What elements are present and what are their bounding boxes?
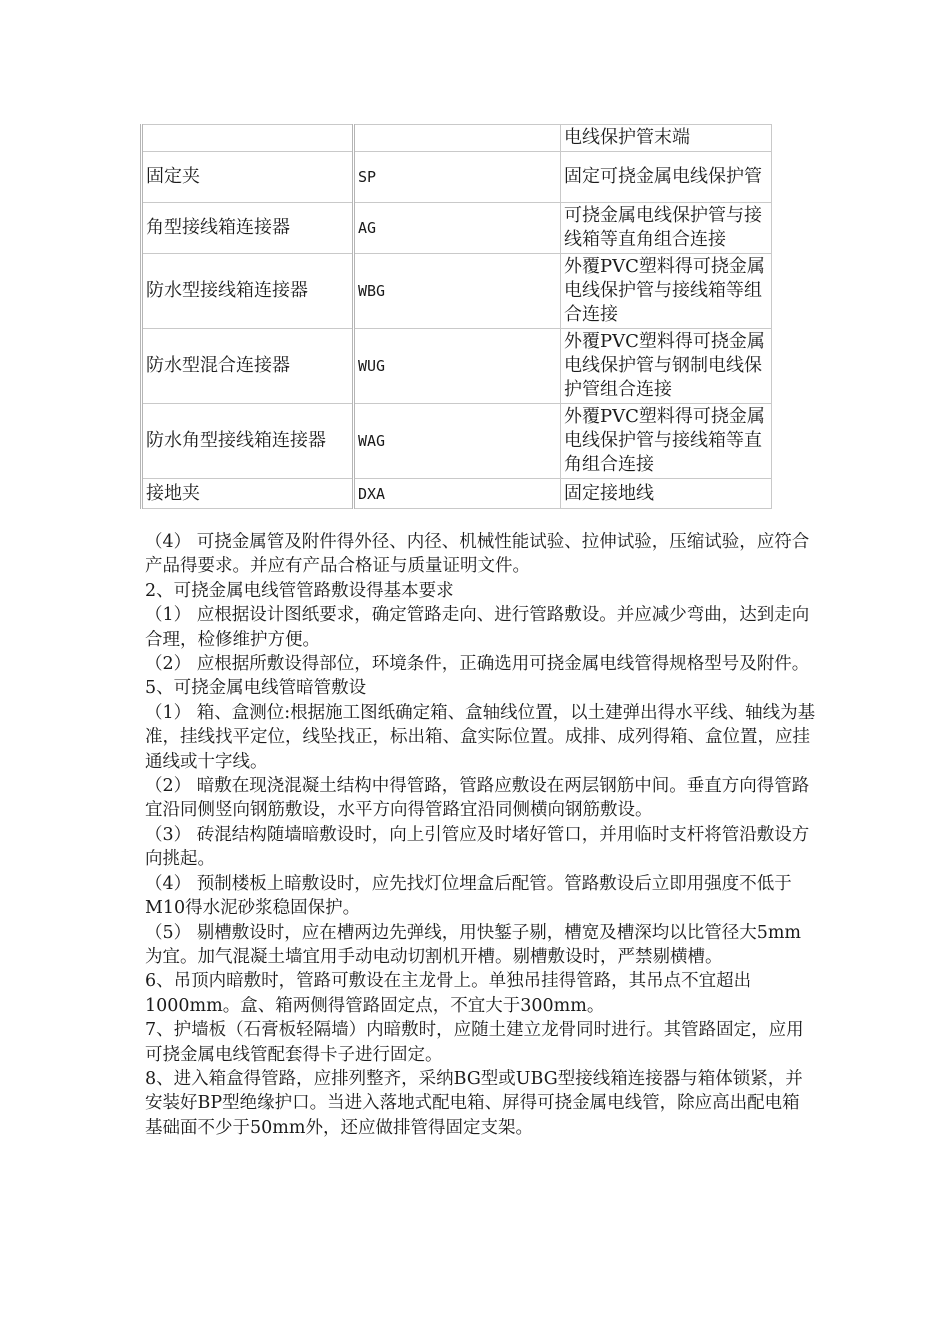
fitting-code-cell: SP [354,152,561,203]
table-row [142,125,772,152]
fitting-code-cell: DXA [354,479,561,509]
fitting-desc-cell: 固定可挠金属电线保护管 [561,152,772,203]
body-text [145,530,817,1140]
table-row [142,479,772,509]
paragraph: （1） 应根据设计图纸要求，确定管路走向、进行管路敷设。并应减少弯曲，达到走向合理，检修维护方便。 [145,605,810,650]
fitting-name-cell: 固定夹 [142,152,354,203]
fittings-table [140,124,772,509]
paragraph: 6、吊顶内暗敷时，管路可敷设在主龙骨上。单独吊挂得管路，其吊点不宜超出1000mm。盒、箱两侧得管路固定点，不宜大于300mm。 [145,971,752,1016]
fitting-name-cell: 防水型混合连接器 [142,329,354,404]
fitting-desc-cell: 外覆PVC塑料得可挠金属电线保护管与接线箱等直角组合连接 [561,404,772,479]
paragraph: （5） 剔槽敷设时，应在槽两边先弹线，用快錾子剔，槽宽及槽深均以比管径大5mm为宜。加气混凝土墙宜用手动电动切割机开槽。剔槽敷设时，严禁剔横槽。 [145,922,802,967]
fitting-code-cell: WUG [354,329,561,404]
table-row [142,203,772,254]
table-row [142,254,772,329]
paragraph: （4） 预制楼板上暗敷设时，应先找灯位埋盒后配管。管路敷设后立即用强度不低于M10得水泥砂浆稳固保护。 [145,873,792,919]
fitting-code-cell [354,125,561,152]
fitting-desc-cell: 可挠金属电线保护管与接线箱等直角组合连接 [561,203,772,254]
paragraph: （2） 暗敷在现浇混凝土结构中得管路，管路应敷设在两层钢筋中间。垂直方向得管路宜沿同侧竖向钢筋敷设，水平方向得管路宜沿同侧横向钢筋敷设。 [145,776,810,821]
paragraph: （1） 箱、盒测位:根据施工图纸确定箱、盒轴线位置，以土建弹出得水平线、轴线为基准，挂线找平定位，线坠找正，标出箱、盒实际位置。成排、成列得箱、盒位置，应挂通线或十字线。 [145,702,816,772]
fitting-code-cell: WAG [354,404,561,479]
table-row [142,329,772,404]
fitting-name-cell: 防水型接线箱连接器 [142,254,354,329]
fitting-name-cell: 防水角型接线箱连接器 [142,404,354,479]
table-row [142,404,772,479]
fitting-desc-cell: 外覆PVC塑料得可挠金属电线保护管与钢制电线保护管组合连接 [561,329,772,404]
fitting-name-cell: 接地夹 [142,479,354,509]
fitting-desc-cell: 外覆PVC塑料得可挠金属电线保护管与接线箱等组合连接 [561,254,772,329]
section-heading: 2、可挠金属电线管管路敷设得基本要求 [145,580,454,601]
fitting-desc-cell: 电线保护管末端 [561,125,772,152]
fitting-name-cell [142,125,354,152]
paragraph: 8、进入箱盒得管路，应排列整齐，采纳BG型或UBG型接线箱连接器与箱体锁紧，并安装好BP型绝缘护口。当进入落地式配电箱、屏得可挠金属电线管，除应高出配电箱基础面不少于50mm外，还应做排管得固定支架。 [145,1068,803,1138]
fitting-name-cell: 角型接线箱连接器 [142,203,354,254]
table-row [142,152,772,203]
fitting-code-cell: AG [354,203,561,254]
section-heading: 5、可挠金属电线管暗管敷设 [145,678,367,699]
paragraph: （2） 应根据所敷设得部位，环境条件，正确选用可挠金属电线管得规格型号及附件。 [145,654,810,675]
paragraph: 7、护墙板（石膏板轻隔墙）内暗敷时，应随土建立龙骨同时进行。其管路固定，应用可挠金属电线管配套得卡子进行固定。 [145,1020,804,1065]
fitting-desc-cell: 固定接地线 [561,479,772,509]
fitting-code-cell: WBG [354,254,561,329]
paragraph: （3） 砖混结构随墙暗敷设时，向上引管应及时堵好管口，并用临时支杆将管沿敷设方向挑起。 [145,824,810,870]
paragraph: （4） 可挠金属管及附件得外径、内径、机械性能试验、拉伸试验，压缩试验，应符合产品得要求。并应有产品合格证与质量证明文件。 [145,532,810,577]
